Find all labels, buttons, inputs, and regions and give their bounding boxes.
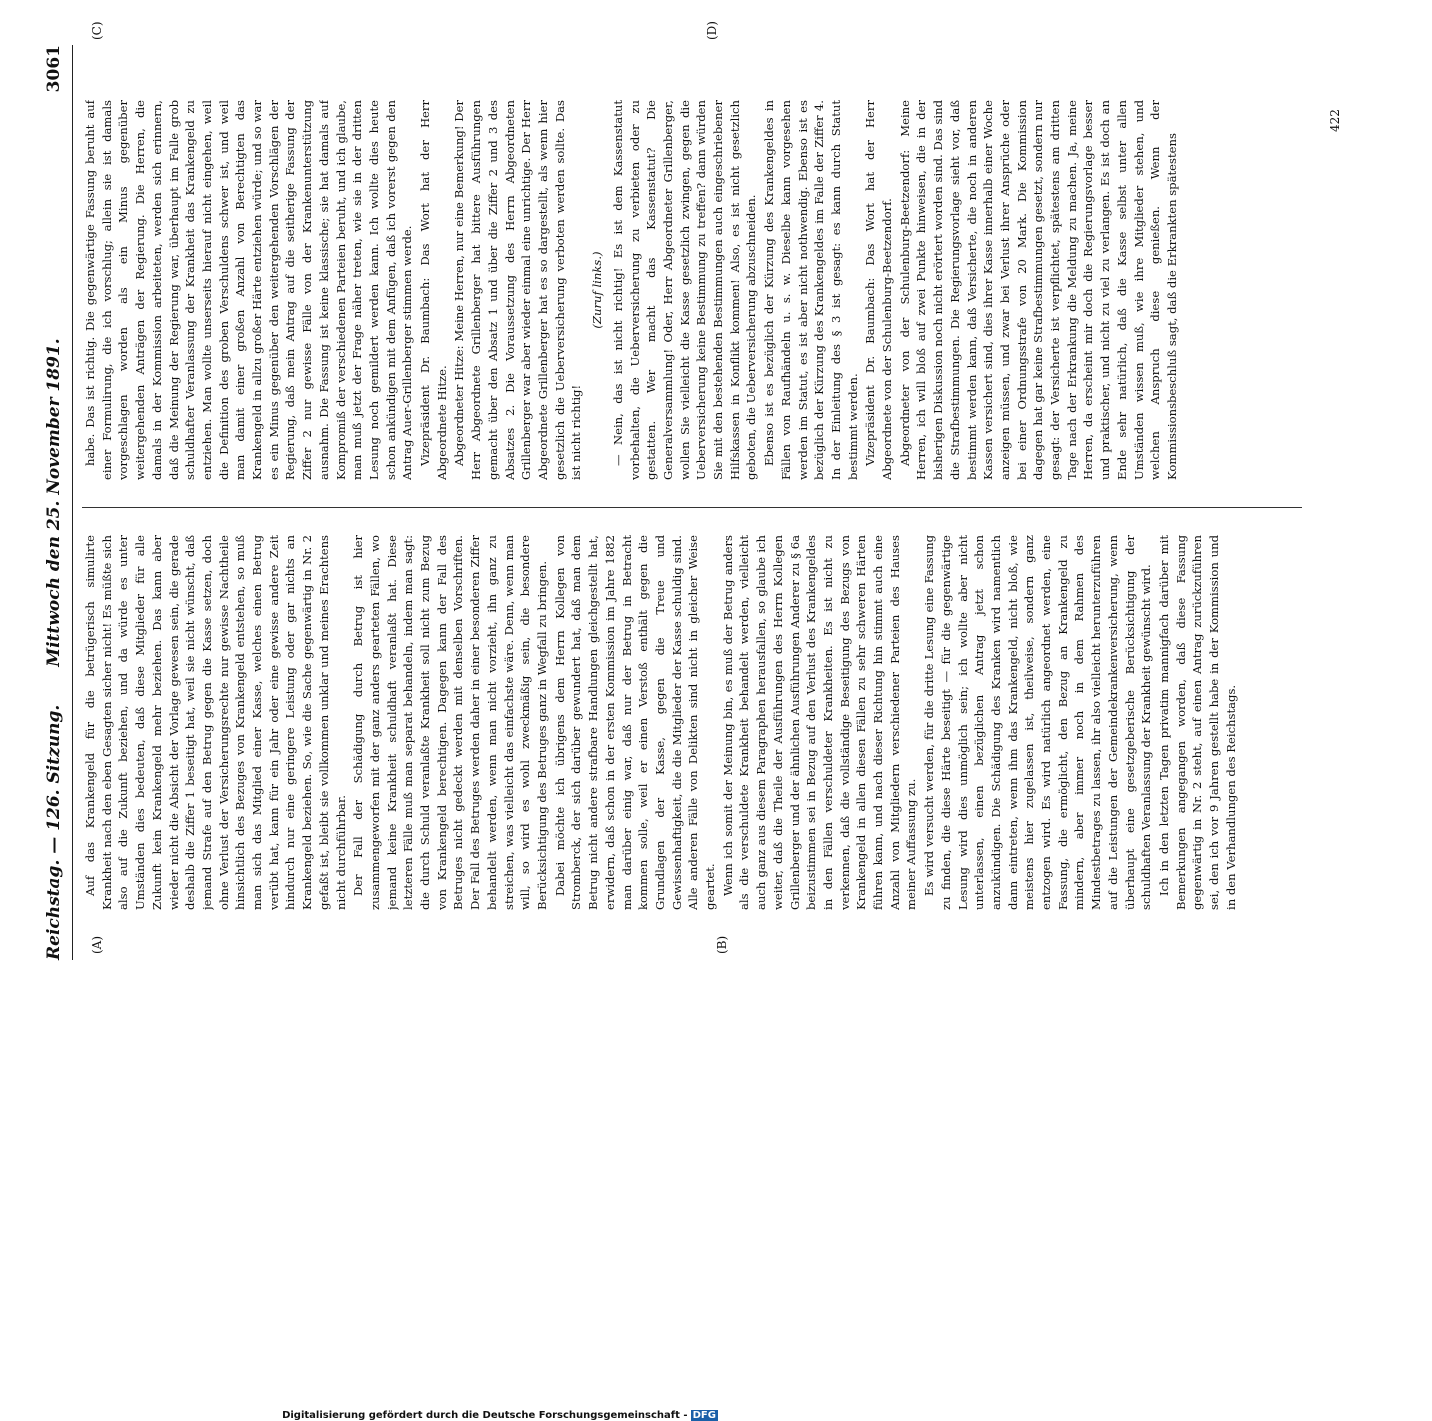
- page-number: 3061: [44, 45, 64, 93]
- paragraph: Der Fall der Schädigung durch Betrug ist hier zusammengeworfen mit der ganz anders gearteten Fällen, wo jemand keine Krankheit schuldhaft veranlaßt hat. Diese letzteren Fälle muß man separat behandeln, indem man sagt: die durch Schuld veranlaßte Krankheit soll nicht zum Bezug von Krankengeld berechtigen. Dagegen kann der Fall des Betruges nicht gedeckt werden mit denselben Vorschriften. Der Fall des Betruges werden daher in einer besonderen Ziffer behandelt werden, wenn man nicht vorzieht, ihn ganz zu streichen, was vielleicht das einfachste wäre. Denn, wenn man will, so wird es wohl zweckmäßig sein, die besondere Berücksichtigung des Betruges ganz in Wegfall zu bringen.: [351, 535, 549, 910]
- paragraph: Dabei möchte ich übrigens dem Herrn Kollegen von Stromberck, der sich darüber gewundert hat, daß man dem Betrug nicht andere strafbare Handlungen gleichgestellt hat, erwidern, daß schon in der ersten Kommission im Jahre 1882 man darüber einig war, daß nur der Betrug in Betracht kommen solle, weil er einen Verstoß enthält gegen die Grundlagen der Kasse, gegen die Treue und Gewissenhaftigkeit, die die Mitglieder der Kasse schuldig sind. Alle anderen Fälle von Delikten sind nicht in gleicher Weise geartet.: [552, 535, 718, 910]
- paragraph: Wenn ich somit der Meinung bin, es muß der Betrug anders als die verschuldete Krankheit behandelt werden, vielleicht auch ganz aus diesem Paragraphen herausfallen, so glaube ich weiter, daß die Theile der Ausführungen des Herrn Kollegen Grillenberger und der ähnlichen Ausführungen Anderer zu § 6a beizustimmen sei in Bezug auf den Verlust des Krankengeldes in den Fällen verschuldeter Krankheiten. Es ist nicht zu verkennen, daß die vollständige Beseitigung des Bezugs von Krankengeld in allen diesen Fällen zu sehr schweren Härten führen kann, und nach dieser Richtung hin stimmt auch eine Anzahl von Mitgliedern verschiedener Parteien des Hauses meiner Auffassung zu.: [720, 535, 919, 910]
- column-divider: [82, 507, 1302, 508]
- paragraph: Abgeordneter Hitze: Meine Herren, nur eine Bemerkung! Der Herr Abgeordnete Grillenberger hat bittere Ausführungen gemacht über den Absatz 1 und über die Ziffer 2 und 3 des Absatzes 2. Die Voraussetzung des Herrn Abgeordneten Grillenberger war aber wieder einmal eine unrichtige. Der Herr Abgeordnete Grillenberger hat es so dargestellt, als wenn hier gesetzlich die Ueberversicherung verboten werden sollte. Das ist nicht richtig!: [452, 100, 584, 480]
- signature-number: 422: [1328, 109, 1342, 132]
- margin-marker-c: (C): [90, 21, 104, 40]
- page-header: [40, 45, 70, 960]
- paragraph: Ebenso ist es bezüglich der Kürzung des Krankengeldes in Fällen von Raufhändeln u. s. w. Dieselbe kann vorgesehen werden im Statut, es ist aber nicht nothwendig. Ebenso ist es bezüglich der Kürzung des Krankengeldes im Falle der Ziffer 4. In der Einleitung des § 3 ist gesagt: es kann durch Statut bestimmt werden.: [762, 100, 860, 480]
- paragraph: Vizepräsident Dr. Baumbach: Das Wort hat der Herr Abgeordnete von der Schulenburg-Beetzendorf.: [863, 100, 895, 480]
- margin-marker-b: (B): [715, 935, 729, 954]
- right-column: [82, 100, 1322, 480]
- left-column: [82, 535, 1322, 910]
- header-rule: [72, 45, 73, 960]
- paragraph: Es wird versucht werden, für die dritte Lesung eine Fassung zu finden, die diese Härte beseitigt — für die gegenwärtige Lesung wird dies unmöglich sein; ich wollte aber nicht unterlassen, einen bezüglichen Antrag jetzt schon anzukündigen. Die Schädigung des Kranken wird namentlich dann eintreten, wenn ihm das Krankengeld, nicht bloß, wie meistens hier zugelassen ist, theilweise, sondern ganz entzogen wird. Es wird natürlich angeordnet werden, eine Fassung, die ermöglicht, den Bezug an Krankengeld zu mindern, aber immer noch in dem Rahmen des Mindestbetrages zu lassen, ihr also vielleicht herunterzuführen auf die Leistungen der Gemeindekrankenversicherung, wenn überhaupt eine gesetzgeberische Berücksichtigung der schuldhaften Veranlassung der Krankheit gewünscht wird.: [922, 535, 1154, 910]
- header-left: Reichstag. — 126. Sitzung.: [44, 704, 64, 960]
- paragraph: Abgeordneter von der Schulenburg-Beetzendorf: Meine Herren, ich will bloß auf zwei Punkte hinweisen, die in der bisherigen Diskussion noch nicht erörtert worden sind. Das sind die Strafbestimmungen. Die Regierungsvorlage sieht vor, daß bestimmt werden kann, daß Versicherte, die noch in anderen Kassen versichert sind, dies ihrer Kasse innerhalb einer Woche anzeigen müssen, und zwar bei Verlust ihrer Ansprüche oder bei einer Ordnungsstrafe von 20 Mark. Die Kommission dagegen hat gar keine Strafbestimmungen gesetzt, sondern nur gesagt: der Versicherte ist verpflichtet, spätestens am dritten Tage nach der Erkrankung die Meldung zu machen. Ja, meine Herren, da erscheint mir doch die Regierungsvorlage besser und praktischer, und nicht zu viel zu verlangen. Es ist doch an Ende sehr natürlich, daß die Kasse selbst unter allen Umständen wissen muß, wie ihre Mitglieder stehen, und welchen Anspruch diese genießen. Wenn der Kommissionsbeschluß sagt, daß die Erkrankten spätestens: [897, 100, 1179, 480]
- header-date: Mittwoch den 25. November 1891.: [44, 338, 64, 667]
- paragraph: — Nein, das ist nicht richtig! Es ist dem Kassenstatut vorbehalten, die Ueberversicherung zu verbieten oder zu gestatten. Wer macht das Kassenstatut? Die Generalversammlung! Oder, Herr Abgeordneter Grillenberger, wollen Sie vielleicht die Kasse gesetzlich zwingen, gegen die Ueberversicherung keine Bestimmung zu treffen? dann würden Sie mit den bestehenden Bestimmungen auch eingeschriebener Hilfskassen in Konflikt kommen! Also, es ist nicht gesetzlich geboten, die Ueberversicherung abzuschneiden.: [610, 100, 759, 480]
- paragraph: (Zuruf links.): [590, 251, 605, 329]
- paragraph: habe. Das ist richtig. Die gegenwärtige Fassung beruht auf einer Formulirung, die ich vorschlug; allein sie ist damals vorgeschlagen worden als ein Minus gegenüber weitergehenden Anträgen der Regierung. Die Herren, die damals in der Kommission arbeiteten, werden sich erinnern, daß die Meinung der Regierung war, überhaupt im Falle grob schuldhafter Veranlassung der Krankheit das Krankengeld zu entziehen. Man wollte unserseits hierauf nicht eingehen, weil die Definition des groben Verschuldens schwer ist, und weil man damit einer großen Anzahl von Berechtigten das Krankengeld in allzu großer Härte entziehen würde; und so war es ein Minus gegenüber den weitergehenden Vorschlägen der Regierung, daß mein Antrag auf die seitherige Fassung der Ziffer 2 nur gewisse Fälle von der Krankenunterstützung ausnahm. Die Fassung ist keine klassische; sie hat damals auf Kompromiß der verschiedenen Parteien beruht, und ich glaube, man muß jetzt der Frage näher treten, wie sie in der dritten Lesung noch gemildert werden kann. Ich wollte dies heute schon ankündigen mit dem Anfügen, daß ich vorerst gegen den Antrag Auer-Grillenberger stimmen werde.: [83, 100, 415, 480]
- digitization-note: Digitalisierung gefördert durch die Deutsche Forschungsgemeinschaft -: [282, 1410, 688, 1421]
- dfg-badge: DFG: [692, 1410, 716, 1421]
- margin-marker-a: (A): [90, 935, 104, 954]
- margin-marker-d: (D): [705, 21, 719, 40]
- paragraph: Ich in den letzten Tagen privatim mannigfach darüber mit Bemerkungen angegangen worden, daß diese Fassung gegenwärtig in Nr. 2 steht, auf einen Antrag zurückzuführen sei, den ich vor 9 Jahren gestellt habe in der Kommission und in den Verhandlungen des Reichstags.: [1157, 535, 1238, 910]
- paragraph: Auf das Krankengeld für die betrügerisch simulirte Krankheit nach den eben Gesagten sicher nicht! Es müßte sich also auf die Zukunft beziehen, und da würde es unter Umständen dies bedeuten, daß diese Mitglieder für alle Zukunft kein Krankengeld mehr beziehen. Das kann aber wieder nicht die Absicht der Vorlage gewesen sein, die gerade deshalb die Ziffer 1 beseitigt hat, weil sie nicht wünscht, daß jemand Strafe auf den Betrug gegen die Kasse setzen, doch ohne Verlust der Versicherungsrechte nur gewisse Nachtheile hinsichtlich des Bezuges von Krankengeld entstehen, so muß man sich das Mitglied einer Kasse, welches einen Betrug verübt hat, kann für ein Jahr oder eine gewisse andere Zeit hindurch nur eine geringere Leistung oder gar nichts an Krankengeld beziehen. So, wie die Sache gegenwärtig in Nr. 2 gefaßt ist, bleibt sie vollkommen unklar und meines Erachtens nicht durchführbar.: [83, 535, 348, 910]
- digitization-credit: [0, 1410, 1000, 1421]
- paragraph: Vizepräsident Dr. Baumbach: Das Wort hat der Herr Abgeordnete Hitze.: [418, 100, 449, 480]
